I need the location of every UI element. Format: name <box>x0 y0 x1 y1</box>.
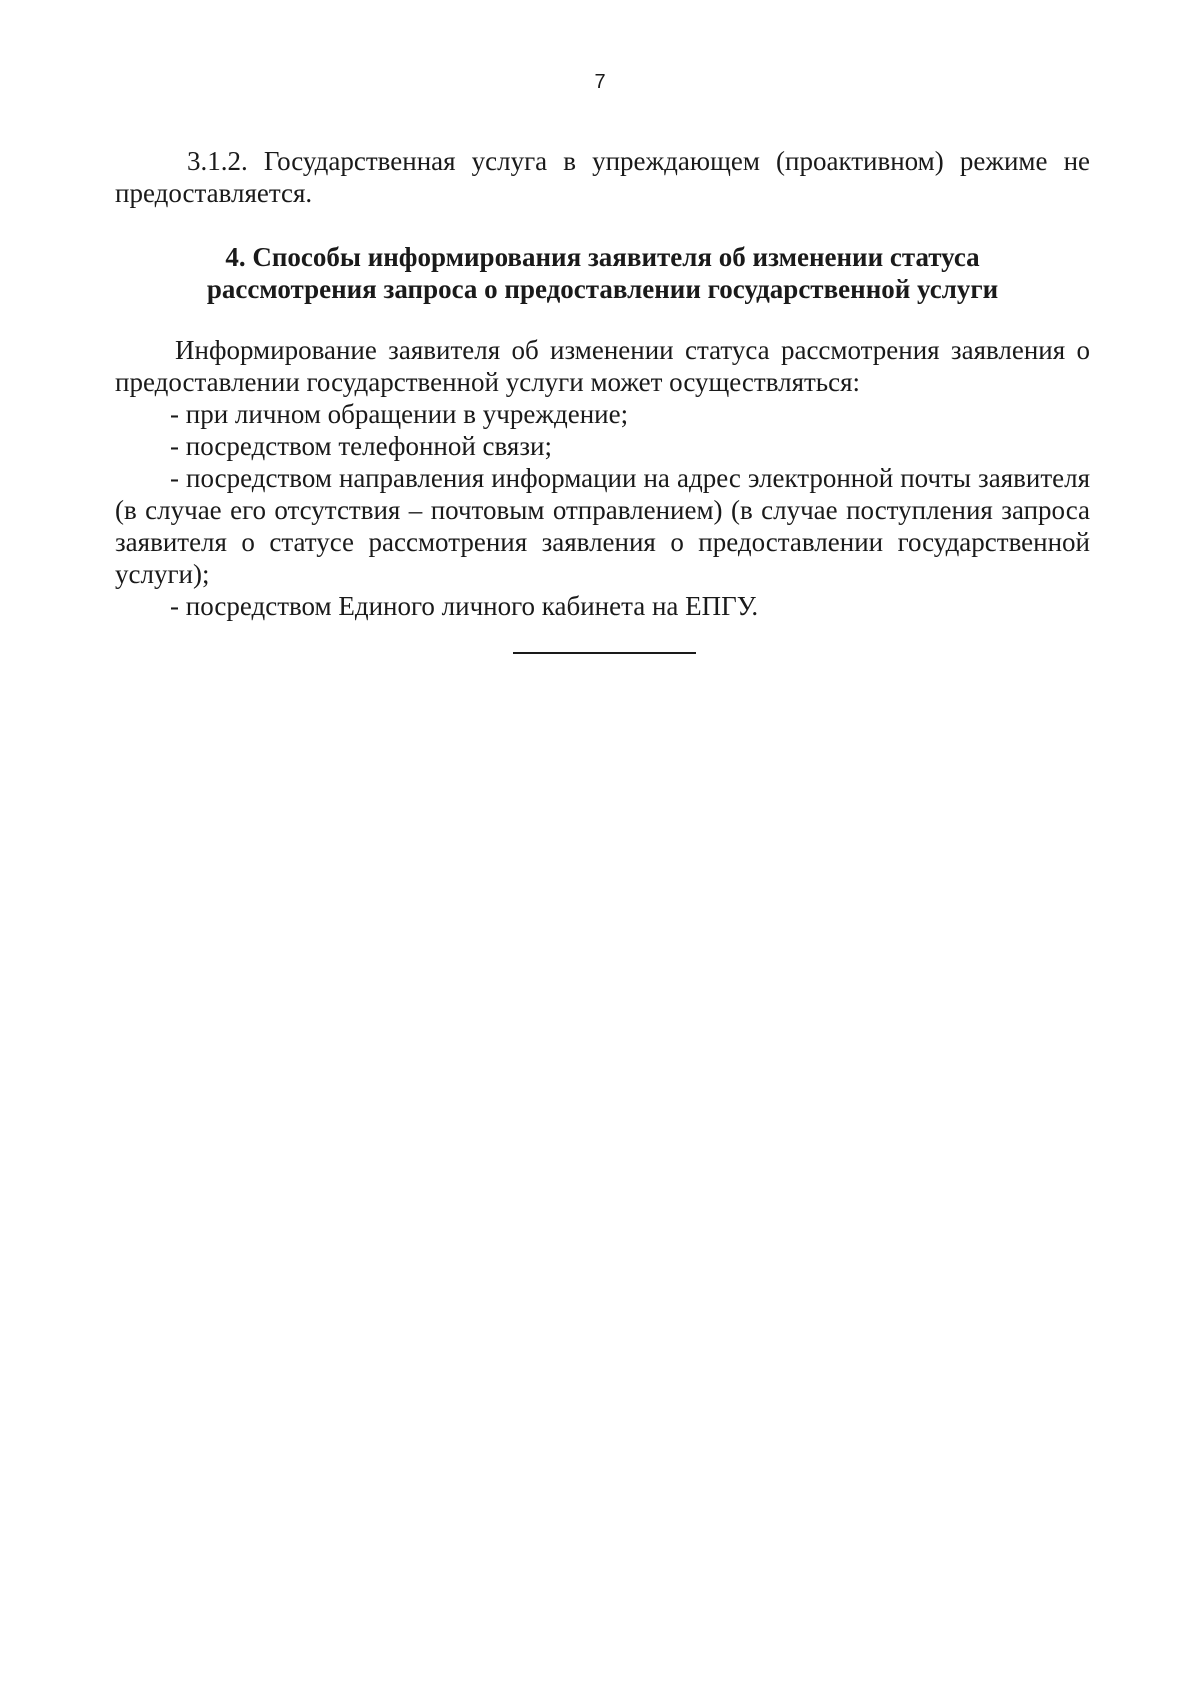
paragraph-3-1-2: 3.1.2. Государственная услуга в упреждающем (проактивном) режиме не предоставляется. <box>115 146 1090 208</box>
section-4-body <box>115 334 1090 622</box>
section-4-heading <box>115 241 1090 305</box>
list-item-phone: - посредством телефонной связи; <box>170 431 552 461</box>
list-item-epgu: - посредством Единого личного кабинета на ЕПГУ. <box>170 591 759 621</box>
intro-paragraph: Информирование заявителя об изменении статуса рассмотрения заявления о предоставлении государственной услуги может осуществляться: <box>115 335 1090 397</box>
page-number: 7 <box>594 71 606 93</box>
heading-line-2: рассмотрения запроса о предоставлении государственной услуги <box>206 274 999 304</box>
end-of-document-rule <box>513 652 696 654</box>
list-item-email: - посредством направления информации на адрес электронной почты заявителя (в случае его отсутствия – почтовым отправлением) (в случае поступления запроса заявителя о статусе рассмотрения заявления о предоставлении государственной услуги); <box>115 463 1090 589</box>
heading-line-1: 4. Способы информирования заявителя об изменении статуса <box>225 242 980 272</box>
list-item-personal-visit: - при личном обращении в учреждение; <box>170 399 629 429</box>
section-3-block <box>115 145 1090 209</box>
